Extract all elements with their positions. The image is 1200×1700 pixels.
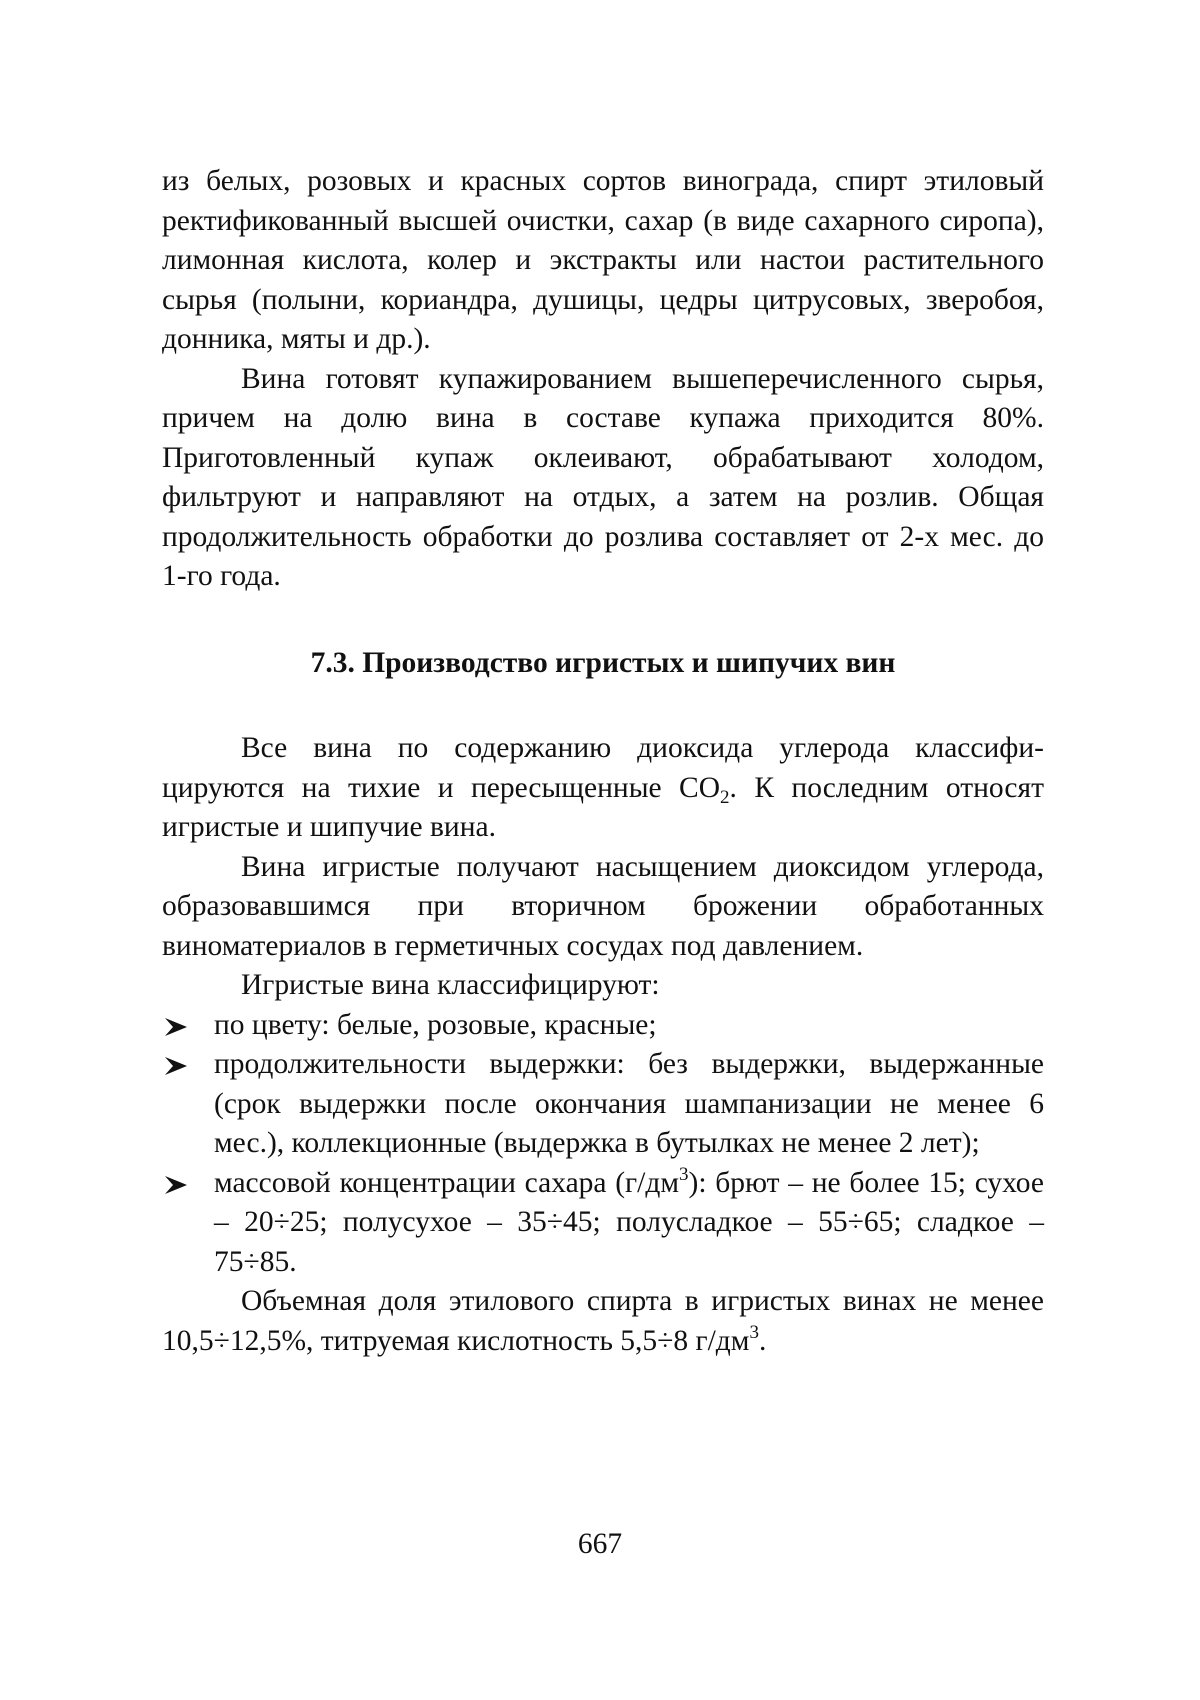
list-item-sugar-text-end: ): брют – не более 15; сухое – 20÷25; полусухое – 35÷45; полусладкое – 55÷65; сладкое – 75÷85. xyxy=(214,1166,1044,1278)
arrowhead-bullet-icon xyxy=(164,1045,192,1085)
classification-intro: Игристые вина классифицируют: xyxy=(241,969,660,1001)
co2-subscript: 2 xyxy=(720,786,730,808)
alcohol-paragraph xyxy=(162,1282,1044,1361)
blending-paragraph: Вина готовят купажированием вышеперечисленного сырья, причем на долю вина в составе купажа приходится 80%. Приготовленный купаж оклеивают, обрабатывают холодом, фильтруют и направляют на отдых, а затем на розлив. Общая продолжительность обработки до розлива составляет от 2-х мес. до 1-го года. xyxy=(162,362,1044,592)
intro-paragraph: из белых, розовых и красных сортов винограда, спирт этиловый ректификованный высшей очистки, сахар (в виде сахарного сиропа), лимонная кислота, колер и экстракты или настои растительного сырья (полыни, кориандра, душицы, цедры цитрусовых, зверобоя, донника, мяты и др.). xyxy=(162,165,1044,355)
list-item-color xyxy=(162,1006,1044,1046)
co2-paragraph-text-end: . К последним относят игристые и шипучие вина. xyxy=(162,771,1044,843)
co2-paragraph xyxy=(162,729,1044,848)
list-item-aging-text: продолжительности выдержки: без выдержки, выдержанные (срок выдержки после окончания шампанизации не менее 6 мес.), коллекционные (выдержка в бутылках не менее 2 лет); xyxy=(214,1048,1044,1159)
co2-paragraph-text: Все вина по содержанию диоксида углерода классифицируются на тихие и пересыщенные СО xyxy=(162,732,1044,804)
alcohol-paragraph-text-end: . xyxy=(758,1324,767,1357)
section-heading: 7.3. Производство игристых и шипучих вин xyxy=(310,646,896,679)
arrowhead-bullet-icon xyxy=(164,1164,192,1204)
sparkling-paragraph: Вина игристые получают насыщением диоксидом углерода, образовавшимся при вторичном брожении обработанных виноматериалов в герметичных сосудах под давлением. xyxy=(162,850,1044,962)
page-number: 667 xyxy=(577,1528,623,1560)
classification-list xyxy=(162,1006,1044,1283)
alcohol-paragraph-text: Объемная доля этилового спирта в игристых винах не менее 10,5÷12,5%, титруемая кислотность 5,5÷8 г/дм xyxy=(162,1285,1044,1357)
list-item-color-text: по цвету: белые, розовые, красные; xyxy=(214,1008,657,1041)
alcohol-superscript: 3 xyxy=(749,1321,759,1343)
list-item-aging xyxy=(162,1045,1044,1164)
sugar-superscript: 3 xyxy=(679,1163,689,1185)
list-item-sugar-text: массовой концентрации сахара (г/дм xyxy=(214,1166,680,1199)
document-page xyxy=(162,162,1044,1361)
list-item-sugar xyxy=(162,1164,1044,1283)
arrowhead-bullet-icon xyxy=(164,1006,192,1046)
